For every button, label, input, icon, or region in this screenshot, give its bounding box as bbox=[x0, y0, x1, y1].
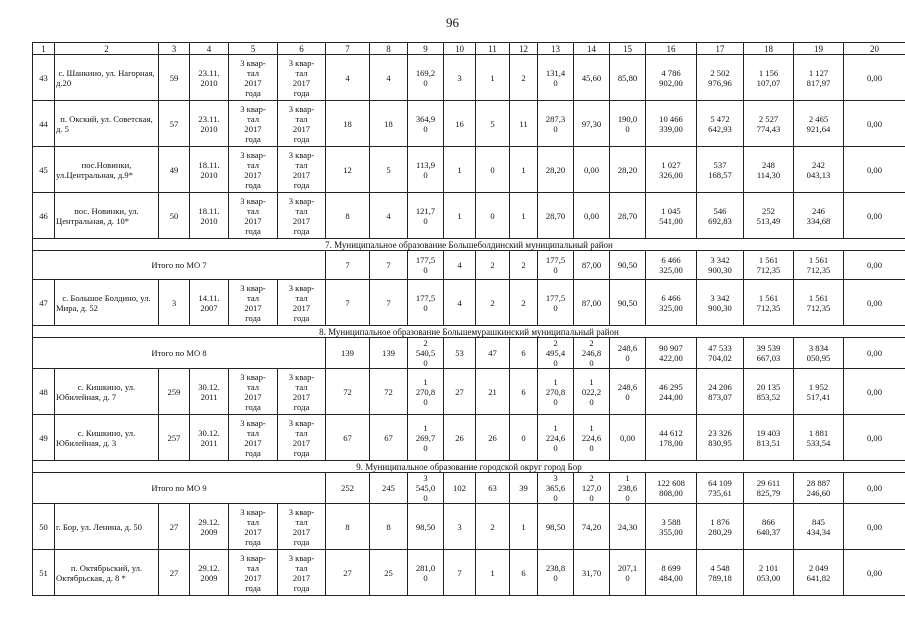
table-cell: 67 bbox=[370, 415, 408, 461]
column-number-row bbox=[33, 43, 905, 55]
subtotal-cell: 2 540,5 0 bbox=[408, 338, 444, 369]
table-cell: 3 квар- тал 2017 года bbox=[229, 55, 278, 101]
table-cell: 0,00 bbox=[844, 550, 905, 596]
subtotal-cell: 102 bbox=[444, 473, 476, 504]
column-number-cell: 9 bbox=[408, 43, 444, 55]
table-cell: 546 692,83 bbox=[697, 193, 744, 239]
column-number-cell: 8 bbox=[370, 43, 408, 55]
table-cell: 866 640,37 bbox=[744, 504, 794, 550]
subtotal-row bbox=[33, 251, 905, 280]
subtotal-cell: 3 545,0 0 bbox=[408, 473, 444, 504]
table-cell: 45,60 bbox=[574, 55, 610, 101]
subtotal-cell: 1 561 712,35 bbox=[794, 251, 844, 280]
table-cell: 10 466 339,00 bbox=[646, 101, 697, 147]
column-number-cell: 19 bbox=[794, 43, 844, 55]
table-cell: 3 bbox=[159, 280, 190, 326]
subtotal-cell: 39 bbox=[510, 473, 538, 504]
address-cell: п. Окский, ул. Советская, д. 5 bbox=[55, 101, 159, 147]
table-cell: 3 квар- тал 2017 года bbox=[278, 415, 326, 461]
table-row bbox=[33, 369, 905, 415]
table-cell: 0,00 bbox=[574, 193, 610, 239]
table-row bbox=[33, 147, 905, 193]
table-cell: 59 bbox=[159, 55, 190, 101]
table-cell: 0,00 bbox=[844, 193, 905, 239]
address-cell: с. Шанкино, ул. Нагорная, д.20 bbox=[55, 55, 159, 101]
table-cell: 3 квар- тал 2017 года bbox=[278, 101, 326, 147]
table-cell: 190,0 0 bbox=[610, 101, 646, 147]
table-cell: 281,0 0 bbox=[408, 550, 444, 596]
table-cell: 4 bbox=[370, 193, 408, 239]
column-number-cell: 6 bbox=[278, 43, 326, 55]
table-cell: 3 квар- тал 2017 года bbox=[229, 550, 278, 596]
column-number-cell: 13 bbox=[538, 43, 574, 55]
table-row bbox=[33, 55, 905, 101]
table-cell: 74,20 bbox=[574, 504, 610, 550]
table-cell: 49 bbox=[159, 147, 190, 193]
table-cell: 1 022,2 0 bbox=[574, 369, 610, 415]
table-cell: 252 513,49 bbox=[744, 193, 794, 239]
table-row bbox=[33, 504, 905, 550]
table-cell: 3 bbox=[444, 504, 476, 550]
table-cell: 1 127 817,97 bbox=[794, 55, 844, 101]
table-cell: 23.11. 2010 bbox=[190, 101, 229, 147]
table-cell: 29.12. 2009 bbox=[190, 504, 229, 550]
column-number-cell: 4 bbox=[190, 43, 229, 55]
table-cell: 27 bbox=[326, 550, 370, 596]
section-heading-row bbox=[33, 326, 905, 338]
table-cell: 2 bbox=[510, 55, 538, 101]
table-cell: 16 bbox=[444, 101, 476, 147]
table-cell: 67 bbox=[326, 415, 370, 461]
address-cell: пос.Новинки, ул.Центральная, д.9* bbox=[55, 147, 159, 193]
subtotal-cell: 2 495,4 0 bbox=[538, 338, 574, 369]
table-cell: 29.12. 2009 bbox=[190, 550, 229, 596]
table-cell: 121,7 0 bbox=[408, 193, 444, 239]
subtotal-cell: 6 bbox=[510, 338, 538, 369]
table-cell: 18.11. 2010 bbox=[190, 147, 229, 193]
subtotal-cell: 2 bbox=[476, 251, 510, 280]
table-cell: 7 bbox=[326, 280, 370, 326]
subtotal-cell: 7 bbox=[326, 251, 370, 280]
table-cell: 25 bbox=[370, 550, 408, 596]
table-cell: 3 квар- тал 2017 года bbox=[229, 147, 278, 193]
table-cell: 50 bbox=[159, 193, 190, 239]
table-cell: 3 bbox=[444, 55, 476, 101]
table-cell: 72 bbox=[370, 369, 408, 415]
table-cell: 1 881 533,54 bbox=[794, 415, 844, 461]
subtotal-cell: 0,00 bbox=[844, 338, 905, 369]
subtotal-cell: 87,00 bbox=[574, 251, 610, 280]
table-cell: 49 bbox=[33, 415, 55, 461]
table-cell: 2 bbox=[476, 280, 510, 326]
table-cell: 1 bbox=[476, 550, 510, 596]
subtotal-cell: 28 887 246,60 bbox=[794, 473, 844, 504]
subtotal-cell: 252 bbox=[326, 473, 370, 504]
table-cell: 1 270,8 0 bbox=[538, 369, 574, 415]
table-cell: 45 bbox=[33, 147, 55, 193]
subtotal-cell: 245 bbox=[370, 473, 408, 504]
table-cell: 1 bbox=[510, 147, 538, 193]
table-cell: 28,70 bbox=[538, 193, 574, 239]
subtotal-cell: 7 bbox=[370, 251, 408, 280]
table-cell: 3 квар- тал 2017 года bbox=[278, 147, 326, 193]
table-cell: 47 bbox=[33, 280, 55, 326]
table-cell: 3 квар- тал 2017 года bbox=[278, 193, 326, 239]
column-number-cell: 14 bbox=[574, 43, 610, 55]
table-cell: 24,30 bbox=[610, 504, 646, 550]
table-cell: 3 квар- тал 2017 года bbox=[229, 193, 278, 239]
column-number-cell: 18 bbox=[744, 43, 794, 55]
table-cell: 8 bbox=[326, 193, 370, 239]
subtotal-cell: 139 bbox=[370, 338, 408, 369]
table-cell: 1 224,6 0 bbox=[574, 415, 610, 461]
table-cell: 28,20 bbox=[610, 147, 646, 193]
table-cell: 2 527 774,43 bbox=[744, 101, 794, 147]
subtotal-cell: 6 466 325,00 bbox=[646, 251, 697, 280]
subtotal-cell: 122 608 808,00 bbox=[646, 473, 697, 504]
table-cell: 1 bbox=[510, 504, 538, 550]
table-cell: 24 206 873,07 bbox=[697, 369, 744, 415]
table-cell: 1 561 712,35 bbox=[744, 280, 794, 326]
table-cell: 23 326 830,95 bbox=[697, 415, 744, 461]
table-cell: 97,30 bbox=[574, 101, 610, 147]
table-cell: 28,20 bbox=[538, 147, 574, 193]
section-heading-row bbox=[33, 239, 905, 251]
table-cell: 2 bbox=[510, 280, 538, 326]
table-cell: 1 045 541,00 bbox=[646, 193, 697, 239]
table-cell: 4 786 902,00 bbox=[646, 55, 697, 101]
table-cell: 48 bbox=[33, 369, 55, 415]
table-row bbox=[33, 550, 905, 596]
table-cell: 0,00 bbox=[844, 504, 905, 550]
table-cell: 5 bbox=[476, 101, 510, 147]
subtotal-cell: 90,50 bbox=[610, 251, 646, 280]
housing-program-table bbox=[32, 42, 905, 596]
table-cell: 257 bbox=[159, 415, 190, 461]
subtotal-label: Итого по МО 9 bbox=[33, 473, 326, 504]
table-cell: 246 334,68 bbox=[794, 193, 844, 239]
column-number-cell: 1 bbox=[33, 43, 55, 55]
table-cell: 1 269,7 0 bbox=[408, 415, 444, 461]
table-cell: 20 135 853,52 bbox=[744, 369, 794, 415]
table-cell: 23.11. 2010 bbox=[190, 55, 229, 101]
page-number: 96 bbox=[446, 15, 459, 30]
table-cell: 242 043,13 bbox=[794, 147, 844, 193]
table-cell: 1 bbox=[510, 193, 538, 239]
subtotal-cell: 2 127,0 0 bbox=[574, 473, 610, 504]
subtotal-cell: 53 bbox=[444, 338, 476, 369]
column-number-cell: 20 bbox=[844, 43, 905, 55]
column-number-cell: 11 bbox=[476, 43, 510, 55]
subtotal-label: Итого по МО 7 bbox=[33, 251, 326, 280]
table-cell: 0,00 bbox=[844, 415, 905, 461]
table-cell: 2 502 976,96 bbox=[697, 55, 744, 101]
column-number-cell: 10 bbox=[444, 43, 476, 55]
table-cell: 207,1 0 bbox=[610, 550, 646, 596]
table-cell: 11 bbox=[510, 101, 538, 147]
section-heading: 9. Муниципальное образование городской округ город Бор bbox=[33, 461, 905, 473]
table-cell: 2 101 053,00 bbox=[744, 550, 794, 596]
table-cell: 248,6 0 bbox=[610, 369, 646, 415]
table-cell: 0,00 bbox=[844, 369, 905, 415]
subtotal-cell: 39 539 667,03 bbox=[744, 338, 794, 369]
table-cell: 18 bbox=[370, 101, 408, 147]
table-cell: 8 bbox=[326, 504, 370, 550]
table-cell: 8 699 484,00 bbox=[646, 550, 697, 596]
table-cell: 14.11. 2007 bbox=[190, 280, 229, 326]
table-cell: 177,5 0 bbox=[408, 280, 444, 326]
table-cell: 26 bbox=[476, 415, 510, 461]
table-cell: 1 156 107,07 bbox=[744, 55, 794, 101]
subtotal-cell: 1 238,6 0 bbox=[610, 473, 646, 504]
table-cell: 287,3 0 bbox=[538, 101, 574, 147]
table-cell: 51 bbox=[33, 550, 55, 596]
table-cell: 364,9 0 bbox=[408, 101, 444, 147]
table-cell: 248 114,30 bbox=[744, 147, 794, 193]
table-cell: 21 bbox=[476, 369, 510, 415]
table-row bbox=[33, 280, 905, 326]
table-cell: 259 bbox=[159, 369, 190, 415]
address-cell: г. Бор, ул. Ленина, д. 50 bbox=[55, 504, 159, 550]
address-cell: с. Кишкино, ул. Юбилейная, д. 7 bbox=[55, 369, 159, 415]
table-cell: 27 bbox=[444, 369, 476, 415]
table-cell: 44 bbox=[33, 101, 55, 147]
column-number-cell: 12 bbox=[510, 43, 538, 55]
column-number-cell: 5 bbox=[229, 43, 278, 55]
table-cell: 1 952 517,41 bbox=[794, 369, 844, 415]
table-cell: 845 434,34 bbox=[794, 504, 844, 550]
table-cell: 238,8 0 bbox=[538, 550, 574, 596]
table-cell: 3 квар- тал 2017 года bbox=[278, 550, 326, 596]
subtotal-cell: 3 834 050,95 bbox=[794, 338, 844, 369]
table-cell: 90,50 bbox=[610, 280, 646, 326]
table-cell: 5 472 642,93 bbox=[697, 101, 744, 147]
subtotal-label: Итого по МО 8 bbox=[33, 338, 326, 369]
table-cell: 46 bbox=[33, 193, 55, 239]
subtotal-cell: 47 533 704,02 bbox=[697, 338, 744, 369]
subtotal-cell: 1 561 712,35 bbox=[744, 251, 794, 280]
table-cell: 30.12. 2011 bbox=[190, 369, 229, 415]
subtotal-cell: 248,6 0 bbox=[610, 338, 646, 369]
table-cell: 43 bbox=[33, 55, 55, 101]
table-cell: 0 bbox=[476, 147, 510, 193]
table-cell: 28,70 bbox=[610, 193, 646, 239]
table-cell: 1 561 712,35 bbox=[794, 280, 844, 326]
table-cell: 0,00 bbox=[844, 280, 905, 326]
column-number-cell: 15 bbox=[610, 43, 646, 55]
column-number-cell: 3 bbox=[159, 43, 190, 55]
table-cell: 44 612 178,00 bbox=[646, 415, 697, 461]
subtotal-cell: 47 bbox=[476, 338, 510, 369]
table-cell: 1 bbox=[444, 193, 476, 239]
column-number-cell: 16 bbox=[646, 43, 697, 55]
address-cell: п. Октябрьский, ул. Октябрьская, д. 8 * bbox=[55, 550, 159, 596]
table-cell: 87,00 bbox=[574, 280, 610, 326]
address-cell: с. Кишкино, ул. Юбилейная, д. 3 bbox=[55, 415, 159, 461]
section-heading: 7. Муниципальное образование Большеболдинский муниципальный район bbox=[33, 239, 905, 251]
table-cell: 0,00 bbox=[610, 415, 646, 461]
subtotal-cell: 90 907 422,00 bbox=[646, 338, 697, 369]
table-cell: 72 bbox=[326, 369, 370, 415]
table-cell: 85,80 bbox=[610, 55, 646, 101]
table-cell: 30.12. 2011 bbox=[190, 415, 229, 461]
table-cell: 3 588 355,00 bbox=[646, 504, 697, 550]
column-number-cell: 17 bbox=[697, 43, 744, 55]
table-cell: 0 bbox=[476, 193, 510, 239]
table-cell: 113,9 0 bbox=[408, 147, 444, 193]
table-cell: 4 bbox=[444, 280, 476, 326]
subtotal-cell: 2 246,8 0 bbox=[574, 338, 610, 369]
table-cell: 26 bbox=[444, 415, 476, 461]
table-cell: 0,00 bbox=[844, 101, 905, 147]
subtotal-cell: 29 611 825,79 bbox=[744, 473, 794, 504]
table-cell: 3 квар- тал 2017 года bbox=[278, 369, 326, 415]
table-cell: 3 квар- тал 2017 года bbox=[229, 369, 278, 415]
table-cell: 537 168,57 bbox=[697, 147, 744, 193]
subtotal-cell: 4 bbox=[444, 251, 476, 280]
table-cell: 3 квар- тал 2017 года bbox=[278, 55, 326, 101]
table-cell: 7 bbox=[444, 550, 476, 596]
table-cell: 1 270,8 0 bbox=[408, 369, 444, 415]
table-cell: 3 квар- тал 2017 года bbox=[229, 504, 278, 550]
subtotal-cell: 63 bbox=[476, 473, 510, 504]
subtotal-cell: 3 365,6 0 bbox=[538, 473, 574, 504]
table-cell: 1 027 326,00 bbox=[646, 147, 697, 193]
subtotal-cell: 64 109 735,61 bbox=[697, 473, 744, 504]
table-cell: 0,00 bbox=[844, 55, 905, 101]
table-cell: 98,50 bbox=[408, 504, 444, 550]
table-cell: 4 bbox=[370, 55, 408, 101]
table-cell: 0,00 bbox=[574, 147, 610, 193]
subtotal-cell: 0,00 bbox=[844, 251, 905, 280]
section-heading: 8. Муниципальное образование Большемурашкинский муниципальный район bbox=[33, 326, 905, 338]
table-cell: 2 bbox=[476, 504, 510, 550]
table-cell: 31,70 bbox=[574, 550, 610, 596]
table-cell: 2 465 921,64 bbox=[794, 101, 844, 147]
table-cell: 6 bbox=[510, 369, 538, 415]
subtotal-cell: 177,5 0 bbox=[538, 251, 574, 280]
table-cell: 19 403 813,51 bbox=[744, 415, 794, 461]
table-cell: 3 квар- тал 2017 года bbox=[229, 101, 278, 147]
table-cell: 27 bbox=[159, 504, 190, 550]
subtotal-cell: 2 bbox=[510, 251, 538, 280]
table-cell: 1 bbox=[476, 55, 510, 101]
table-cell: 5 bbox=[370, 147, 408, 193]
table-cell: 3 342 900,30 bbox=[697, 280, 744, 326]
table-cell: 46 295 244,00 bbox=[646, 369, 697, 415]
subtotal-row bbox=[33, 473, 905, 504]
subtotal-row bbox=[33, 338, 905, 369]
table-cell: 4 bbox=[326, 55, 370, 101]
table-cell: 8 bbox=[370, 504, 408, 550]
table-row bbox=[33, 415, 905, 461]
address-cell: с. Большое Болдино, ул. Мира, д. 52 bbox=[55, 280, 159, 326]
subtotal-cell: 139 bbox=[326, 338, 370, 369]
column-number-cell: 2 bbox=[55, 43, 159, 55]
subtotal-cell: 177,5 0 bbox=[408, 251, 444, 280]
table-cell: 18 bbox=[326, 101, 370, 147]
table-cell: 4 548 789,18 bbox=[697, 550, 744, 596]
subtotal-cell: 0,00 bbox=[844, 473, 905, 504]
table-cell: 6 bbox=[510, 550, 538, 596]
table-cell: 3 квар- тал 2017 года bbox=[278, 280, 326, 326]
table-cell: 131,4 0 bbox=[538, 55, 574, 101]
table-cell: 50 bbox=[33, 504, 55, 550]
table-cell: 0,00 bbox=[844, 147, 905, 193]
table-row bbox=[33, 101, 905, 147]
table-cell: 3 квар- тал 2017 года bbox=[278, 504, 326, 550]
table-cell: 2 049 641,82 bbox=[794, 550, 844, 596]
table-cell: 98,50 bbox=[538, 504, 574, 550]
table-cell: 3 квар- тал 2017 года bbox=[229, 280, 278, 326]
table-cell: 18.11. 2010 bbox=[190, 193, 229, 239]
table-cell: 6 466 325,00 bbox=[646, 280, 697, 326]
table-cell: 1 876 280,29 bbox=[697, 504, 744, 550]
section-heading-row bbox=[33, 461, 905, 473]
table-cell: 169,2 0 bbox=[408, 55, 444, 101]
table-cell: 0 bbox=[510, 415, 538, 461]
column-number-cell: 7 bbox=[326, 43, 370, 55]
address-cell: пос. Новинки, ул. Центральная, д. 10* bbox=[55, 193, 159, 239]
table-row bbox=[33, 193, 905, 239]
table-cell: 3 квар- тал 2017 года bbox=[229, 415, 278, 461]
subtotal-cell: 3 342 900,30 bbox=[697, 251, 744, 280]
table-cell: 12 bbox=[326, 147, 370, 193]
table-cell: 57 bbox=[159, 101, 190, 147]
table-cell: 1 bbox=[444, 147, 476, 193]
table-cell: 7 bbox=[370, 280, 408, 326]
table-cell: 177,5 0 bbox=[538, 280, 574, 326]
table-cell: 27 bbox=[159, 550, 190, 596]
table-cell: 1 224,6 0 bbox=[538, 415, 574, 461]
